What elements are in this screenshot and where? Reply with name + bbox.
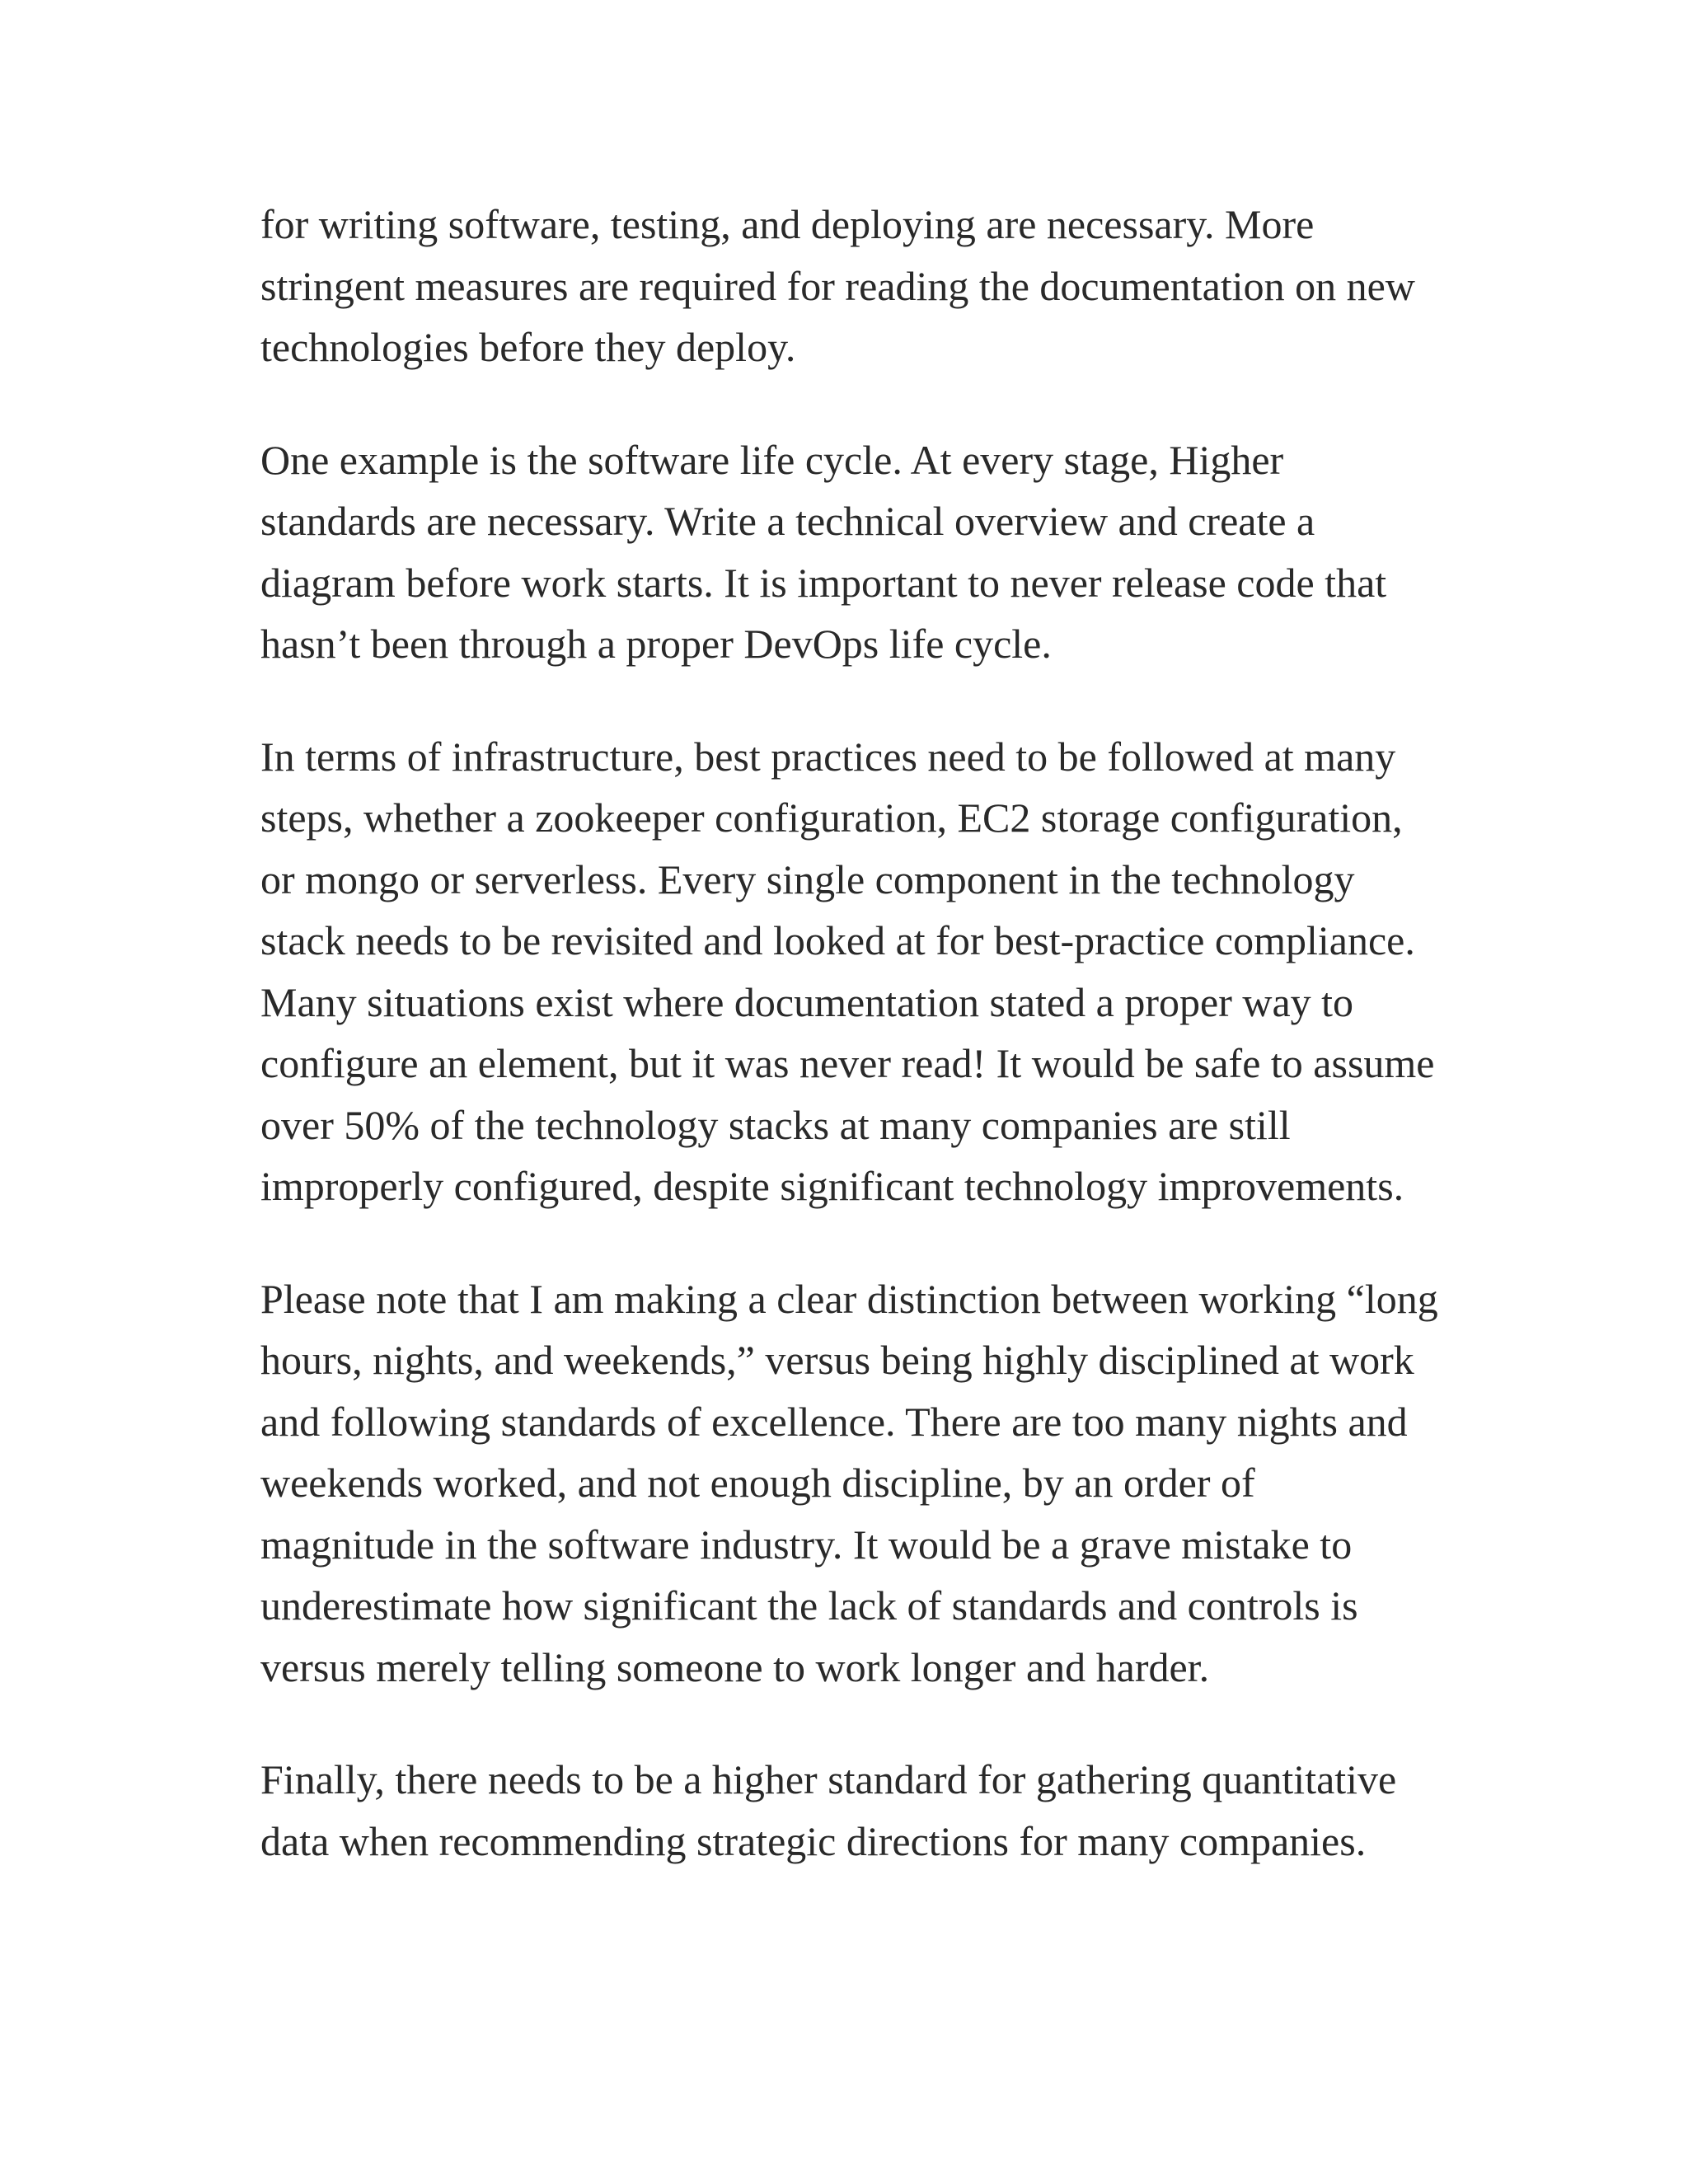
article-body [260,194,1439,1872]
paragraph-software-life-cycle: One example is the software life cycle. At every stage, Higher standards are necessary. Write a technical overview and create a diagram before work starts. It is important to never release code that hasn’t been through a proper DevOps life cycle. [260,436,1387,667]
paragraph-documentation-standards: for writing software, testing, and deploying are necessary. More stringent measures are required for reading the documentation on new technologies before they deploy. [260,201,1415,370]
paragraph-infrastructure-best-practices: In terms of infrastructure, best practices need to be followed at many steps, whether a zookeeper configuration, EC2 storage configuration, or mongo or serverless. Every single component in the technology stack needs to be revisited and looked at for best-practice compliance. Many situations exist where documentation stated a proper way to configure an element, but it was never read! It would be safe to assume over 50% of the technology stacks at many companies are still improperly configured, despite significant technology improvements. [260,733,1435,1209]
paragraph-quantitative-data: Finally, there needs to be a higher standard for gathering quantitative data when recommending strategic directions for many companies. [260,1756,1397,1864]
paragraph-discipline-vs-hours: Please note that I am making a clear distinction between working “long hours, nights, and weekends,” versus being highly disciplined at work and following standards of excellence. There are too many nights and weekends worked, and not enough discipline, by an order of magnitude in the software industry. It would be a grave mistake to underestimate how significant the lack of standards and controls is versus merely telling someone to work longer and harder. [260,1275,1438,1690]
